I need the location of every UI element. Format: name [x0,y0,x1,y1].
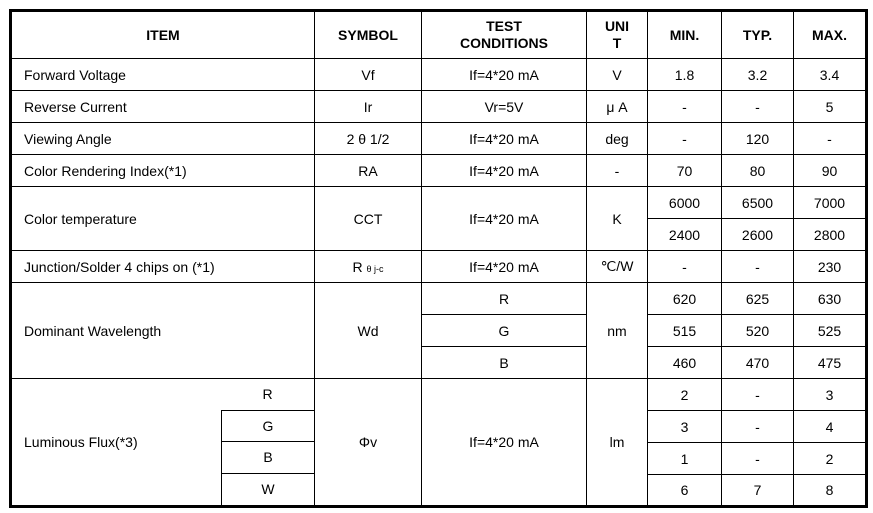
header-symbol: SYMBOL [315,11,422,59]
max-cell: 3.4 [794,59,867,91]
symbol-main: R [352,258,363,275]
row-forward-voltage [11,59,867,91]
item-cell: Color Rendering Index(*1) [11,155,315,187]
typ-cell: 80 [722,155,794,187]
max-cell: 8 [794,475,867,507]
condition-cell: If=4*20 mA [422,123,587,155]
typ-cell: - [722,379,794,411]
min-cell: 6 [648,475,722,507]
max-cell: 4 [794,411,867,443]
typ-cell: 2600 [722,219,794,251]
typ-cell: 120 [722,123,794,155]
item-cell: Junction/Solder 4 chips on (*1) [11,251,315,283]
condition-cell: Vr=5V [422,91,587,123]
row-luminous-flux-r [11,379,867,411]
max-cell: 3 [794,379,867,411]
item-label: Luminous Flux(*3) [24,434,138,450]
max-cell: 630 [794,283,867,315]
condition-cell: If=4*20 mA [422,59,587,91]
min-cell: 620 [648,283,722,315]
max-cell: 475 [794,347,867,379]
item-cell: Viewing Angle [11,123,315,155]
typ-cell: - [722,251,794,283]
condition-cell: R [422,283,587,315]
row-junction-solder [11,251,867,283]
max-cell: 90 [794,155,867,187]
flux-sub-r: R [221,379,314,411]
typ-cell: 6500 [722,187,794,219]
min-cell: 3 [648,411,722,443]
led-spec-table [9,9,868,508]
condition-cell: If=4*20 mA [422,187,587,251]
item-cell: Color temperature [11,187,315,251]
item-cell: Dominant Wavelength [11,283,315,379]
max-cell: 230 [794,251,867,283]
min-cell: 460 [648,347,722,379]
condition-cell: If=4*20 mA [422,379,587,507]
row-viewing-angle [11,123,867,155]
typ-cell: 7 [722,475,794,507]
min-cell: - [648,91,722,123]
max-cell: 525 [794,315,867,347]
max-cell: 2800 [794,219,867,251]
header-max: MAX. [794,11,867,59]
unit-cell: V [587,59,648,91]
typ-cell: 520 [722,315,794,347]
unit-cell: μ A [587,91,648,123]
symbol-cell: CCT [315,187,422,251]
symbol-cell: Vf [315,59,422,91]
flux-color-subcolumn [221,379,314,505]
typ-cell: 3.2 [722,59,794,91]
typ-cell: - [722,91,794,123]
header-unit: UNI T [587,11,648,59]
header-item: ITEM [11,11,315,59]
unit-cell: - [587,155,648,187]
min-cell: - [648,123,722,155]
unit-cell: K [587,187,648,251]
typ-cell: 470 [722,347,794,379]
min-cell: - [648,251,722,283]
symbol-subscript: θ j-c [366,263,384,274]
symbol-cell: 2 θ 1/2 [315,123,422,155]
max-cell: 5 [794,91,867,123]
min-cell: 1 [648,443,722,475]
header-row [11,11,867,59]
item-cell: Reverse Current [11,91,315,123]
symbol-cell: Ir [315,91,422,123]
unit-cell: deg [587,123,648,155]
row-color-rendering-index [11,155,867,187]
min-cell: 6000 [648,187,722,219]
condition-cell: If=4*20 mA [422,155,587,187]
min-cell: 70 [648,155,722,187]
condition-cell: If=4*20 mA [422,251,587,283]
condition-cell: G [422,315,587,347]
max-cell: 2 [794,443,867,475]
typ-cell: - [722,443,794,475]
item-cell: Forward Voltage [11,59,315,91]
symbol-cell: Wd [315,283,422,379]
row-color-temperature [11,187,867,219]
header-min: MIN. [648,11,722,59]
max-cell: 7000 [794,187,867,219]
max-cell: - [794,123,867,155]
unit-cell: nm [587,283,648,379]
min-cell: 515 [648,315,722,347]
typ-cell: 625 [722,283,794,315]
unit-cell: ℃/W [587,251,648,283]
min-cell: 2 [648,379,722,411]
condition-cell: B [422,347,587,379]
min-cell: 1.8 [648,59,722,91]
luminous-flux-item-cell [11,379,315,507]
symbol-cell [315,251,422,283]
flux-sub-b: B [221,442,314,474]
header-test-conditions: TEST CONDITIONS [422,11,587,59]
typ-cell: - [722,411,794,443]
row-dominant-wavelength-r [11,283,867,315]
flux-sub-w: W [221,474,314,506]
min-cell: 2400 [648,219,722,251]
symbol-cell: RA [315,155,422,187]
flux-sub-g: G [221,411,314,443]
header-typ: TYP. [722,11,794,59]
unit-cell: lm [587,379,648,507]
symbol-cell: Φv [315,379,422,507]
row-reverse-current [11,91,867,123]
